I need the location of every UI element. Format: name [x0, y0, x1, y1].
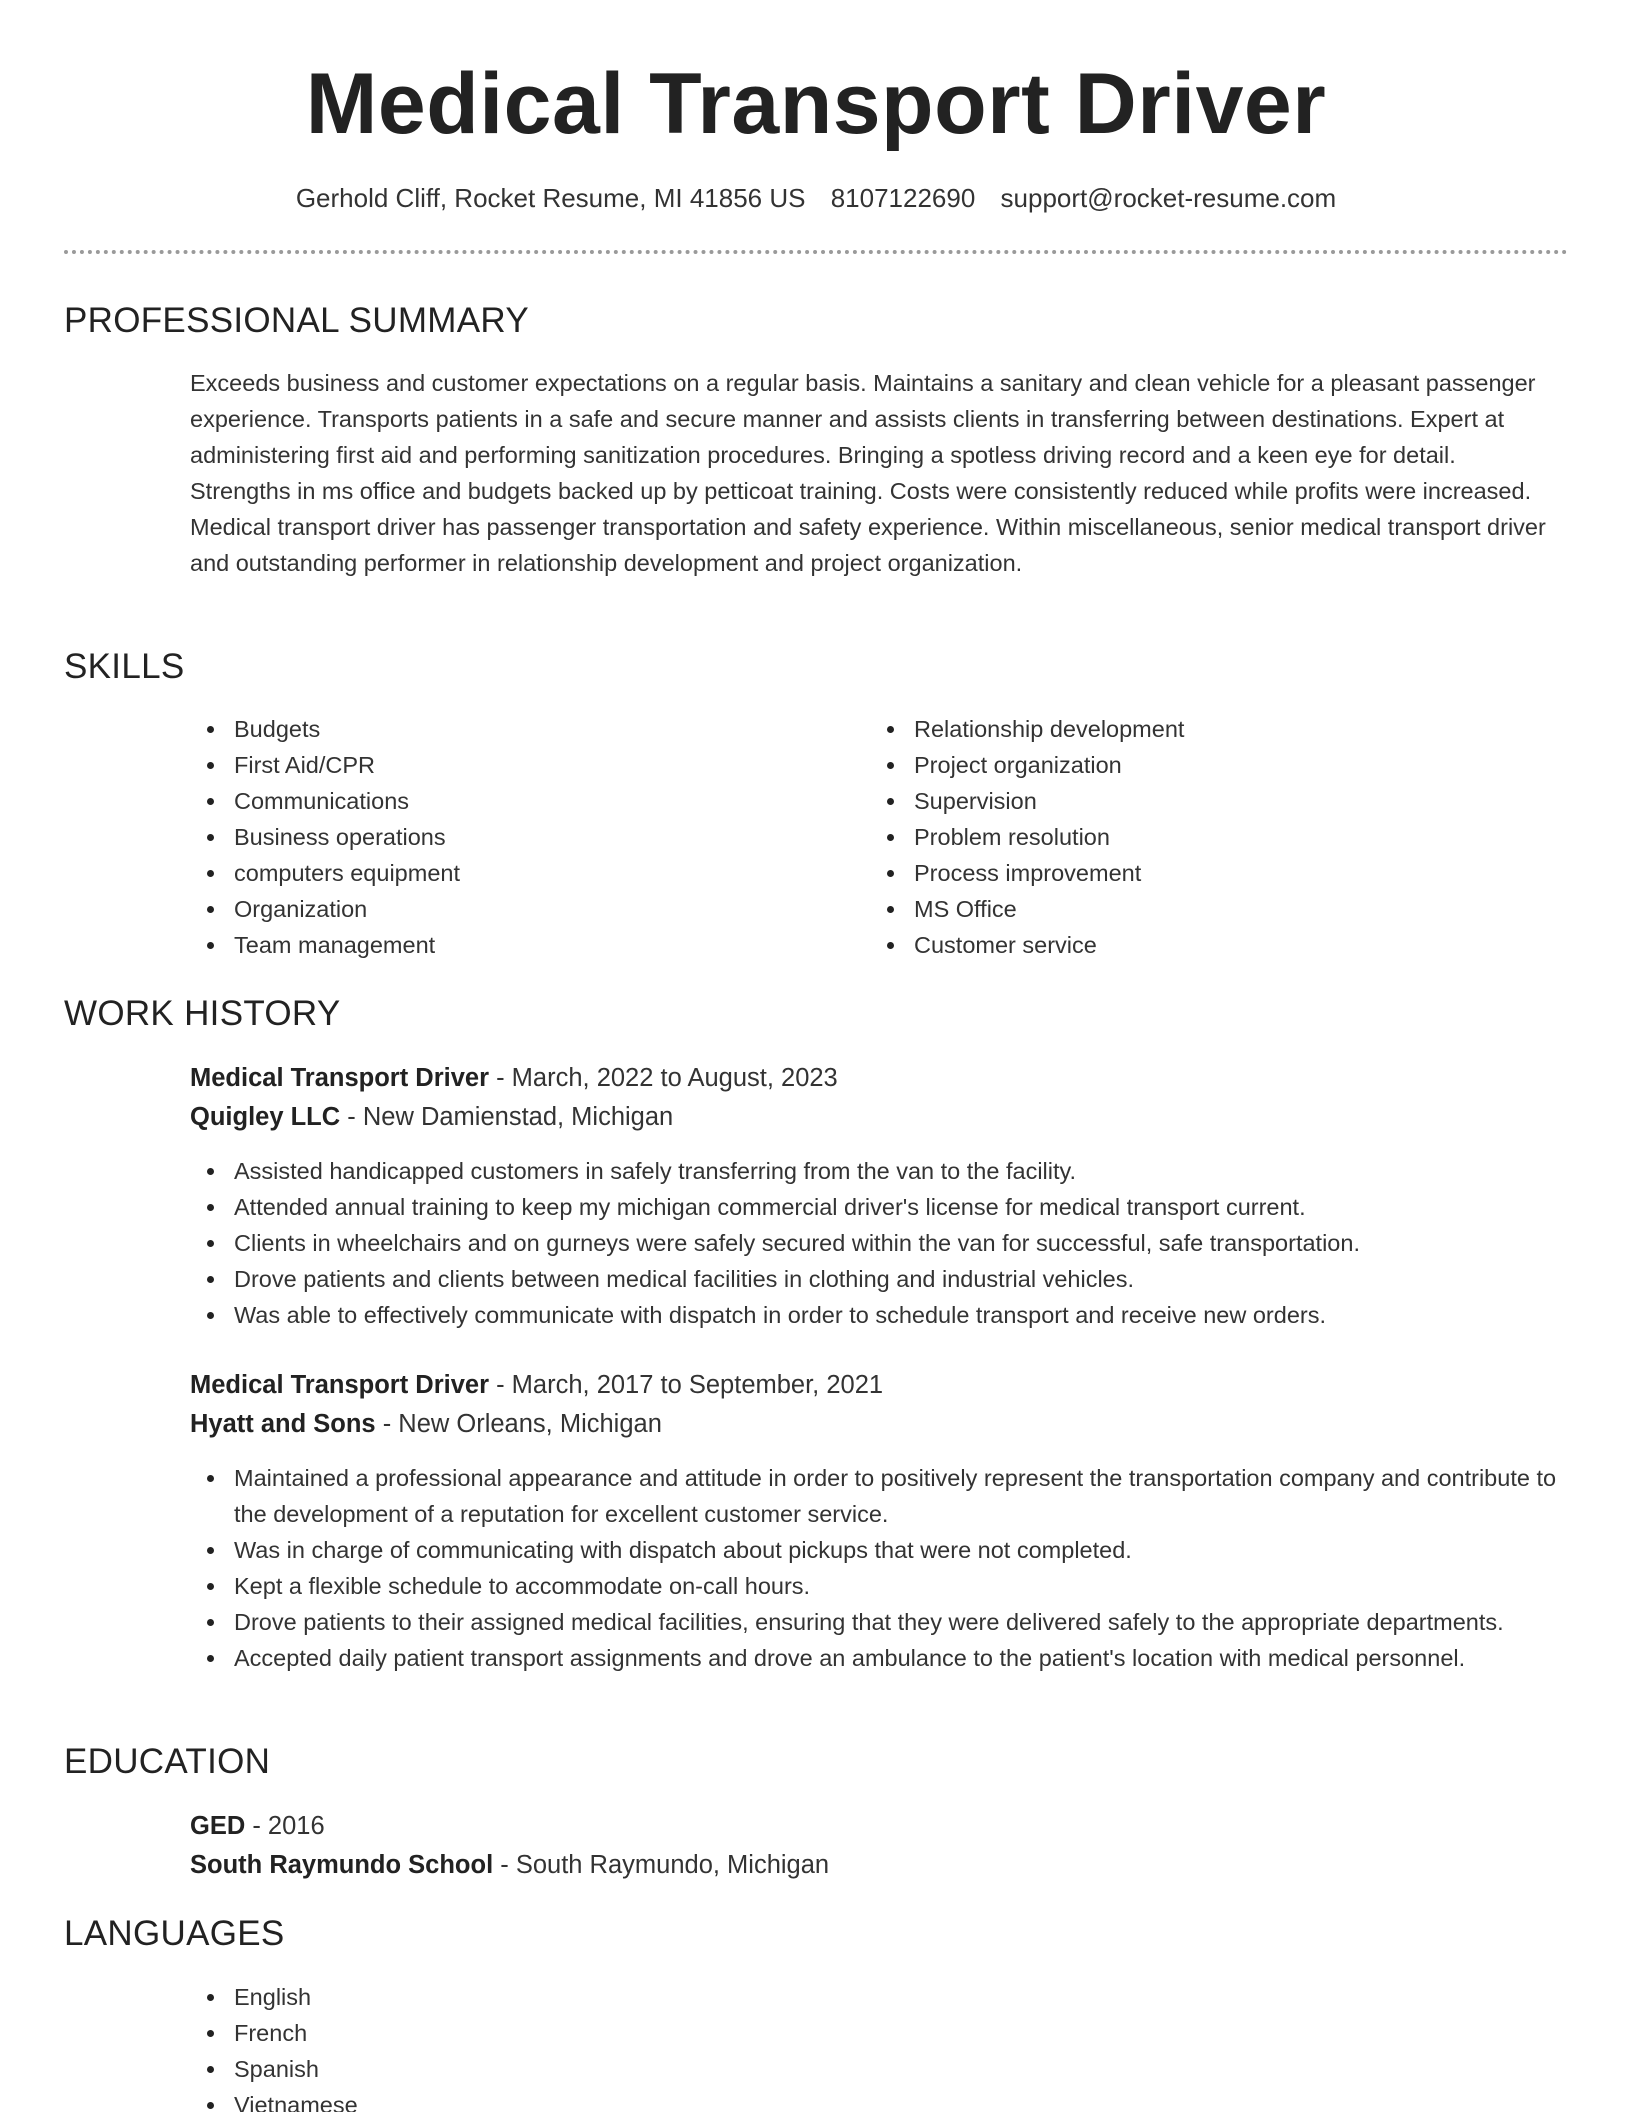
list-item: Budgets	[190, 711, 830, 747]
list-item: Was in charge of communicating with dispatch about pickups that were not completed.	[190, 1532, 1560, 1568]
list-item: First Aid/CPR	[190, 747, 830, 783]
list-item: Process improvement	[870, 855, 1510, 891]
list-item: Spanish	[190, 2051, 1560, 2087]
list-item: Was able to effectively communicate with dispatch in order to schedule transport and receive new orders.	[190, 1297, 1560, 1333]
education-degree: GED	[190, 1812, 246, 1840]
job-company-line	[190, 1098, 1560, 1136]
list-item: Relationship development	[870, 711, 1510, 747]
list-item: Drove patients and clients between medical facilities in clothing and industrial vehicles.	[190, 1261, 1560, 1297]
skills-list-right	[870, 711, 1510, 963]
job-company: Quigley LLC	[190, 1103, 341, 1131]
job-duties-list	[190, 1460, 1560, 1676]
list-item: Vietnamese	[190, 2087, 1560, 2112]
job-company: Hyatt and Sons	[190, 1410, 376, 1438]
list-item: Accepted daily patient transport assignments and drove an ambulance to the patient's location with medical personnel.	[190, 1640, 1560, 1676]
skills-list-left	[190, 711, 830, 963]
education-school-line	[190, 1846, 1560, 1884]
list-item: Problem resolution	[870, 819, 1510, 855]
education-heading: EDUCATION	[64, 1742, 271, 1781]
list-item: Organization	[190, 891, 830, 927]
job-title-line	[190, 1366, 1560, 1404]
work-history-heading: WORK HISTORY	[64, 994, 341, 1033]
job-dates: - March, 2022 to August, 2023	[489, 1064, 838, 1092]
job-location: - New Damienstad, Michigan	[340, 1103, 674, 1131]
list-item: MS Office	[870, 891, 1510, 927]
list-item: Drove patients to their assigned medical facilities, ensuring that they were delivered safely to the appropriate departments.	[190, 1604, 1560, 1640]
job-title: Medical Transport Driver	[190, 1064, 490, 1092]
job-title: Medical Transport Driver	[190, 1371, 490, 1399]
resume-title: Medical Transport Driver	[305, 56, 1327, 152]
job-company-line	[190, 1405, 1560, 1443]
list-item: Assisted handicapped customers in safely transferring from the van to the facility.	[190, 1153, 1560, 1189]
list-item: English	[190, 1979, 1560, 2015]
list-item: Maintained a professional appearance and attitude in order to positively represent the transportation company and contribute to the development of a reputation for excellent customer service.	[190, 1460, 1560, 1532]
list-item: Project organization	[870, 747, 1510, 783]
list-item: Business operations	[190, 819, 830, 855]
job-duties-list	[190, 1153, 1560, 1333]
contact-email: support@rocket-resume.com	[1000, 183, 1337, 213]
education-school: South Raymundo School	[190, 1851, 494, 1879]
job-location: - New Orleans, Michigan	[375, 1410, 662, 1438]
summary-text: Exceeds business and customer expectations on a regular basis. Maintains a sanitary and clean vehicle for a pleasant passenger experience. Transports patients in a safe and secure manner and assists clients in transferring between destinations. Expert at administering first aid and performing sanitization procedures. Bringing a spotless driving record and a keen eye for detail. Strengths in ms office and budgets backed up by petticoat training. Costs were consistently reduced while profits were increased. Medical transport driver has passenger transportation and safety experience. Within miscellaneous, senior medical transport driver and outstanding performer in relationship development and project organization.	[190, 370, 1546, 576]
summary-heading: PROFESSIONAL SUMMARY	[64, 301, 529, 340]
list-item: Kept a flexible schedule to accommodate on-call hours.	[190, 1568, 1560, 1604]
list-item: Clients in wheelchairs and on gurneys were safely secured within the van for successful, safe transportation.	[190, 1225, 1560, 1261]
list-item: computers equipment	[190, 855, 830, 891]
list-item: Communications	[190, 783, 830, 819]
contact-address: Gerhold Cliff, Rocket Resume, MI 41856 US	[295, 183, 806, 213]
job-title-line	[190, 1059, 1560, 1097]
contact-phone: 8107122690	[830, 183, 976, 213]
skills-heading: SKILLS	[64, 647, 185, 686]
list-item: Customer service	[870, 927, 1510, 963]
contact-line	[64, 180, 1568, 216]
languages-heading: LANGUAGES	[64, 1914, 285, 1953]
list-item: Attended annual training to keep my michigan commercial driver's license for medical transport current.	[190, 1189, 1560, 1225]
languages-list	[190, 1979, 1560, 2112]
job-dates: - March, 2017 to September, 2021	[489, 1371, 884, 1399]
education-degree-line	[190, 1807, 1560, 1845]
education-year: - 2016	[245, 1812, 325, 1840]
header-divider	[64, 250, 1568, 254]
resume-page	[64, 0, 1568, 2112]
list-item: Supervision	[870, 783, 1510, 819]
education-location: - South Raymundo, Michigan	[493, 1851, 830, 1879]
list-item: Team management	[190, 927, 830, 963]
list-item: French	[190, 2015, 1560, 2051]
